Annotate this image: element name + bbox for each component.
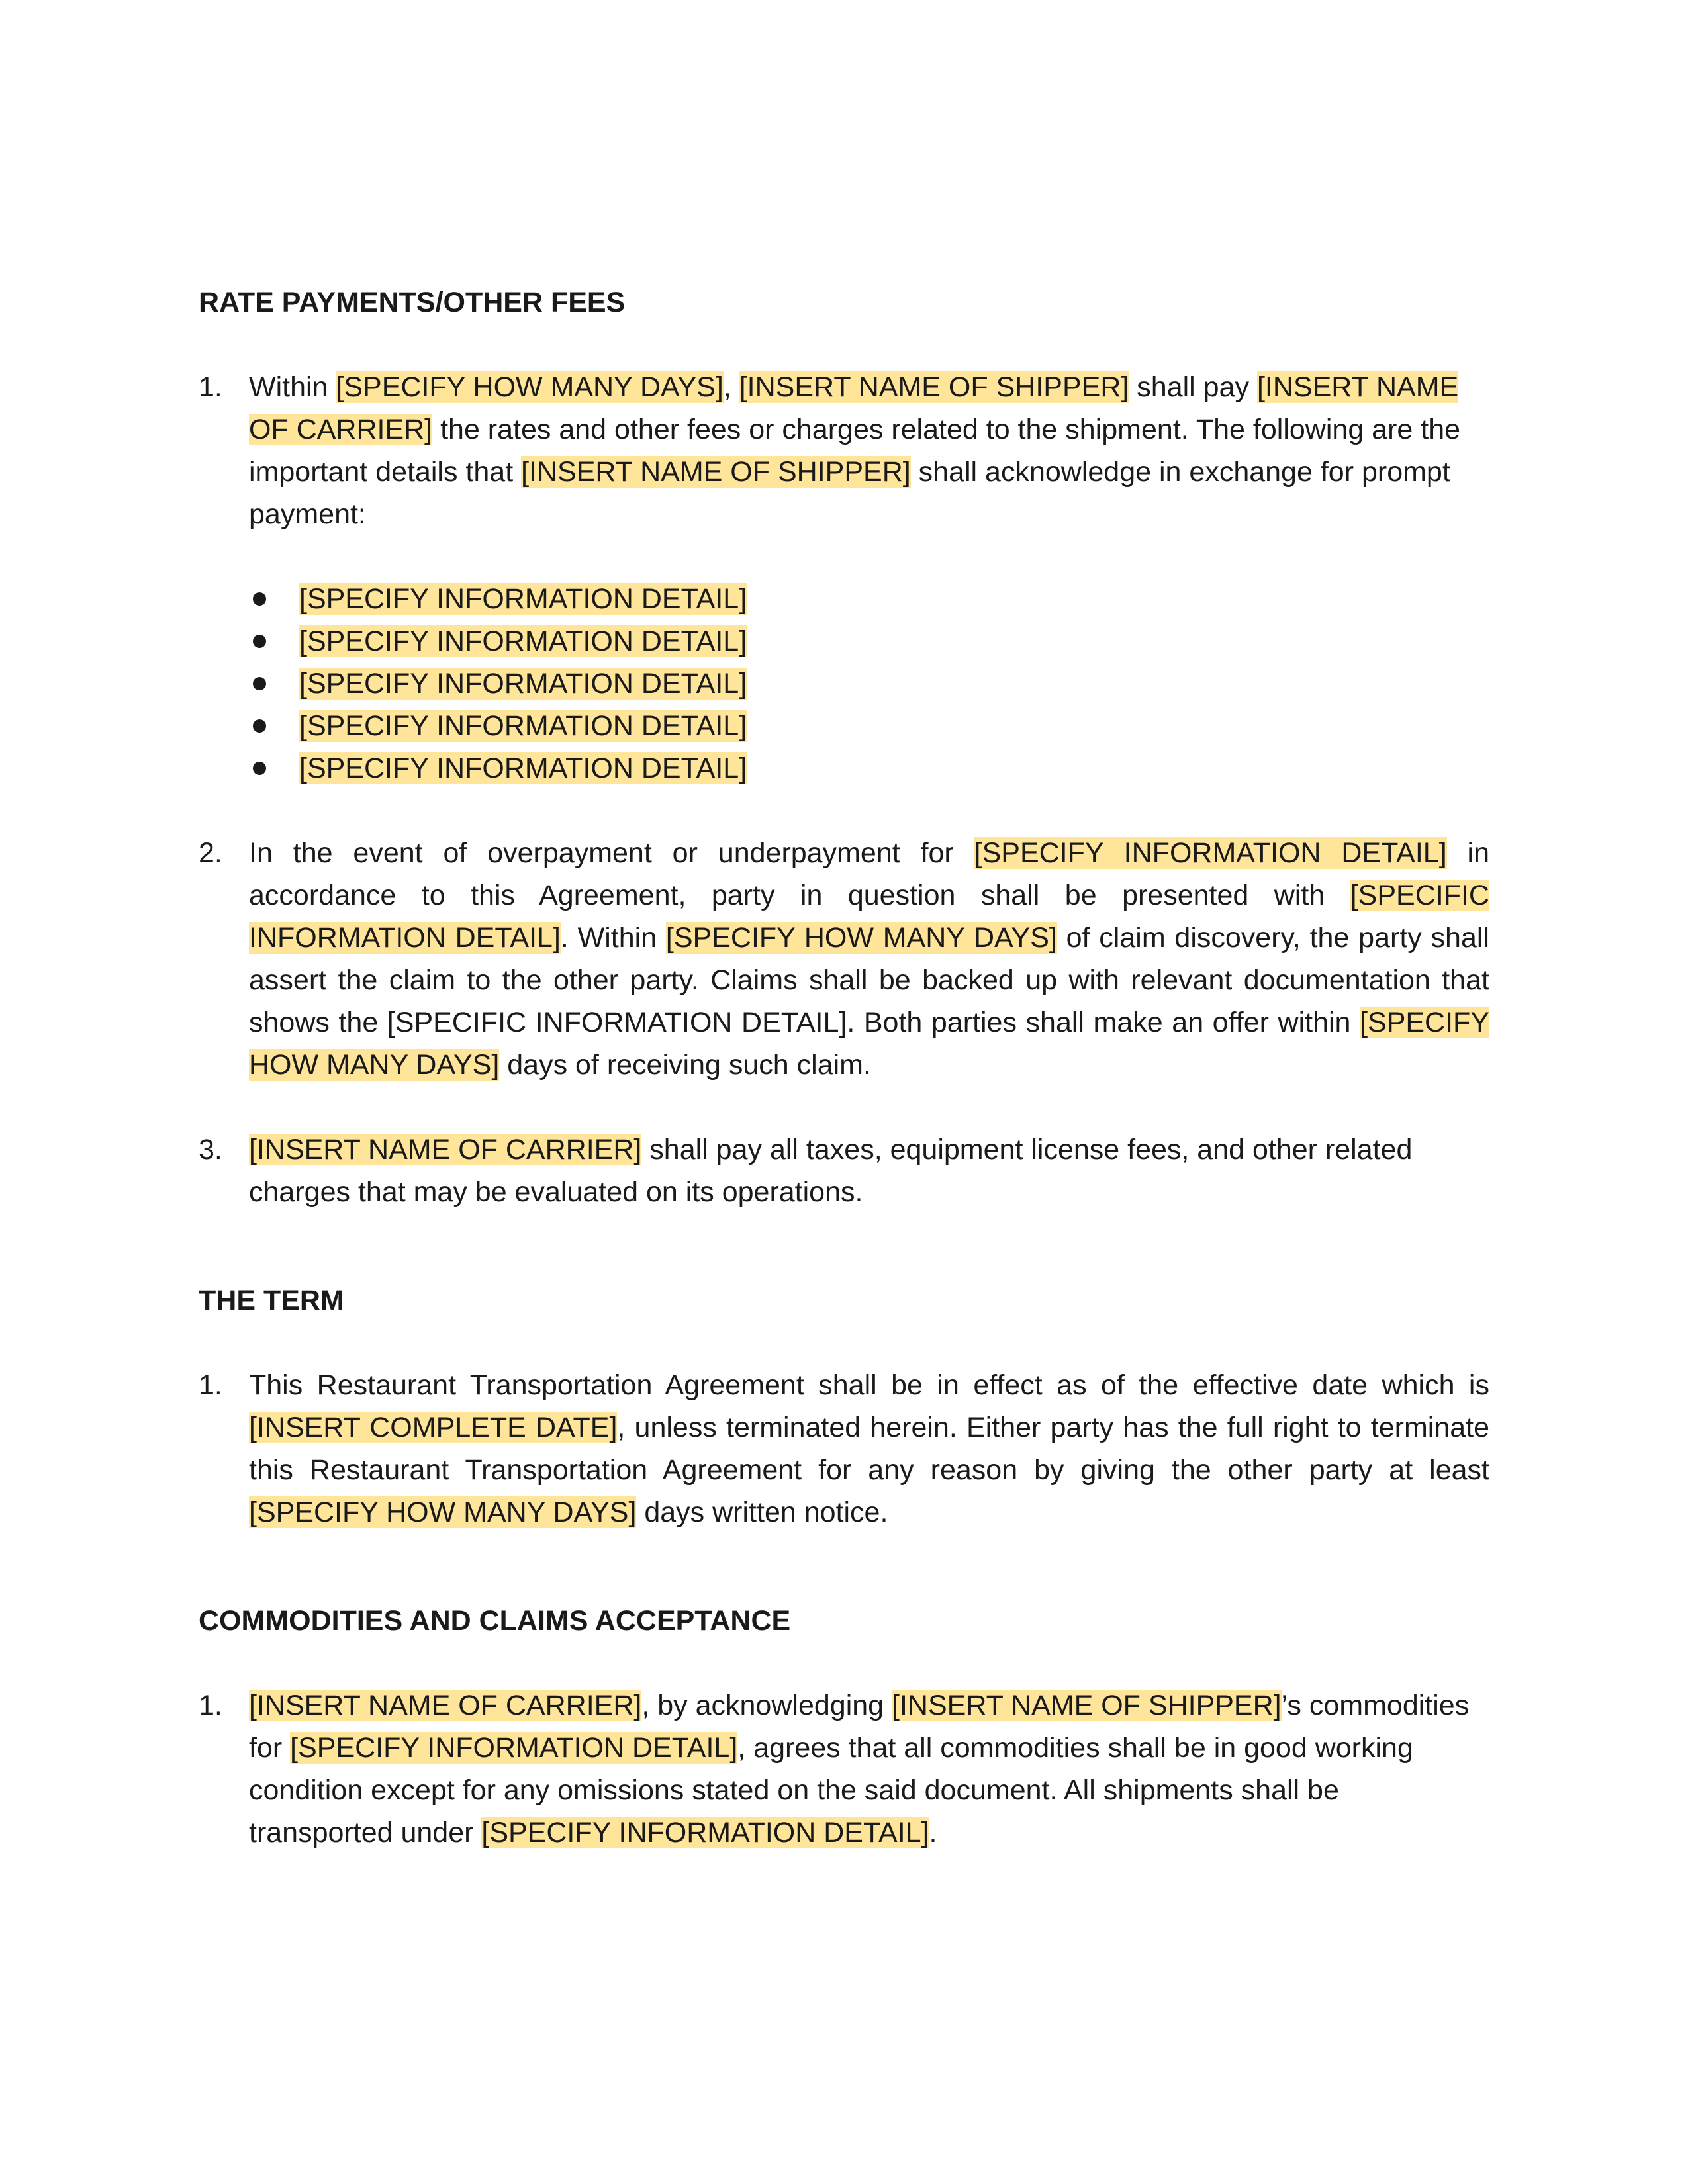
term-clauses: [199, 1364, 1489, 1533]
information-detail-list: [249, 578, 1489, 790]
text-run: of claim discovery, the party shall assert the claim to the other party. Claims shall be backed up with relevant documentation that shows the [SPECIFIC INFORMATION DETAIL]. Both parties shall make an offer within: [249, 922, 1489, 1038]
bullet-item: [249, 705, 1489, 747]
placeholder-field: [INSERT NAME OF CARRIER]: [249, 1690, 642, 1721]
bullet-item: [249, 620, 1489, 662]
text-run: , by acknowledging: [641, 1690, 892, 1721]
placeholder-field: [INSERT NAME OF SHIPPER]: [892, 1690, 1282, 1721]
text-run: .: [929, 1817, 937, 1848]
clause-number: 1.: [199, 1690, 222, 1721]
clause-number: 2.: [199, 837, 222, 869]
placeholder-field: [INSERT NAME OF SHIPPER]: [739, 371, 1129, 403]
placeholder-field: [SPECIFIC INFORMATION DETAIL]: [249, 880, 1489, 954]
clause-commodities-1: [199, 1684, 1489, 1854]
bullet-dot-icon: [253, 677, 266, 690]
placeholder-field: [SPECIFY INFORMATION DETAIL]: [290, 1732, 738, 1764]
section-heading-the-term: THE TERM: [199, 1285, 344, 1316]
clause-term-1: [199, 1364, 1489, 1533]
bullet-dot-icon: [253, 719, 266, 733]
clause-rate-1: [199, 366, 1489, 790]
section-heading-rate-payments: RATE PAYMENTS/OTHER FEES: [199, 287, 626, 318]
placeholder-field: [SPECIFY HOW MANY DAYS]: [336, 371, 724, 403]
text-run: the rates and other fees or charges related to the shipment. The following are the important details that: [249, 414, 1461, 488]
placeholder-field: [SPECIFY INFORMATION DETAIL]: [299, 668, 747, 700]
placeholder-field: [SPECIFY INFORMATION DETAIL]: [481, 1817, 929, 1848]
clause-text: [249, 832, 1489, 1086]
placeholder-field: [SPECIFY INFORMATION DETAIL]: [299, 625, 747, 657]
text-run: shall pay: [1129, 371, 1257, 403]
placeholder-field: [SPECIFY INFORMATION DETAIL]: [299, 752, 747, 784]
text-run: in accordance to this Agreement, party in question shall be presented with: [249, 837, 1490, 911]
placeholder-field: [INSERT NAME OF CARRIER]: [249, 1134, 642, 1165]
text-run: shall pay all taxes, equipment license fees, and other related charges that may be evaluated on its operations.: [249, 1134, 1413, 1208]
commodities-clauses: [199, 1684, 1489, 1854]
placeholder-field: [INSERT NAME OF SHIPPER]: [521, 456, 911, 488]
text-run: Within: [249, 371, 336, 403]
placeholder-field: [SPECIFY INFORMATION DETAIL]: [974, 837, 1447, 869]
text-run: , agrees that all commodities shall be in good working condition except for any omissions stated on the said document. All shipments shall be transported under: [249, 1732, 1413, 1848]
text-run: days of receiving such claim.: [499, 1049, 871, 1081]
section-heading-commodities: COMMODITIES AND CLAIMS ACCEPTANCE: [199, 1605, 791, 1637]
clause-text: [249, 1128, 1489, 1213]
bullet-dot-icon: [253, 762, 266, 775]
placeholder-field: [SPECIFY INFORMATION DETAIL]: [299, 583, 747, 615]
text-run: This Restaurant Transportation Agreement shall be in effect as of the effective date which is: [249, 1369, 1489, 1401]
clause-number: 1.: [199, 371, 222, 403]
clause-text: [249, 366, 1489, 535]
bullet-item: [249, 747, 1489, 790]
document-page: [199, 281, 1489, 1854]
clause-number: 1.: [199, 1369, 222, 1401]
bullet-dot-icon: [253, 635, 266, 648]
clause-rate-2: [199, 832, 1489, 1086]
clause-number: 3.: [199, 1134, 222, 1165]
placeholder-field: [SPECIFY HOW MANY DAYS]: [249, 1496, 637, 1528]
bullet-dot-icon: [253, 592, 266, 606]
clause-rate-3: [199, 1128, 1489, 1213]
placeholder-field: [SPECIFY HOW MANY DAYS]: [249, 1007, 1489, 1081]
bullet-item: [249, 578, 1489, 620]
clause-text: [249, 1364, 1489, 1533]
rate-payments-clauses: [199, 366, 1489, 1213]
text-run: shall acknowledge in exchange for prompt payment:: [249, 456, 1450, 530]
placeholder-field: [SPECIFY HOW MANY DAYS]: [665, 922, 1057, 954]
text-run: days written notice.: [636, 1496, 888, 1528]
text-run: ,: [723, 371, 739, 403]
clause-text: [249, 1684, 1489, 1854]
text-run: . Within: [560, 922, 666, 954]
bullet-item: [249, 662, 1489, 705]
placeholder-field: [INSERT NAME OF CARRIER]: [249, 371, 1459, 445]
placeholder-field: [SPECIFY INFORMATION DETAIL]: [299, 710, 747, 742]
text-run: , unless terminated herein. Either party has the full right to terminate this Restaurant Transportation Agreement for any reason by giving the other party at least: [249, 1412, 1490, 1486]
text-run: In the event of overpayment or underpayment for: [249, 837, 974, 869]
text-run: ’s commodities for: [249, 1690, 1470, 1764]
placeholder-field: [INSERT COMPLETE DATE]: [249, 1412, 618, 1443]
